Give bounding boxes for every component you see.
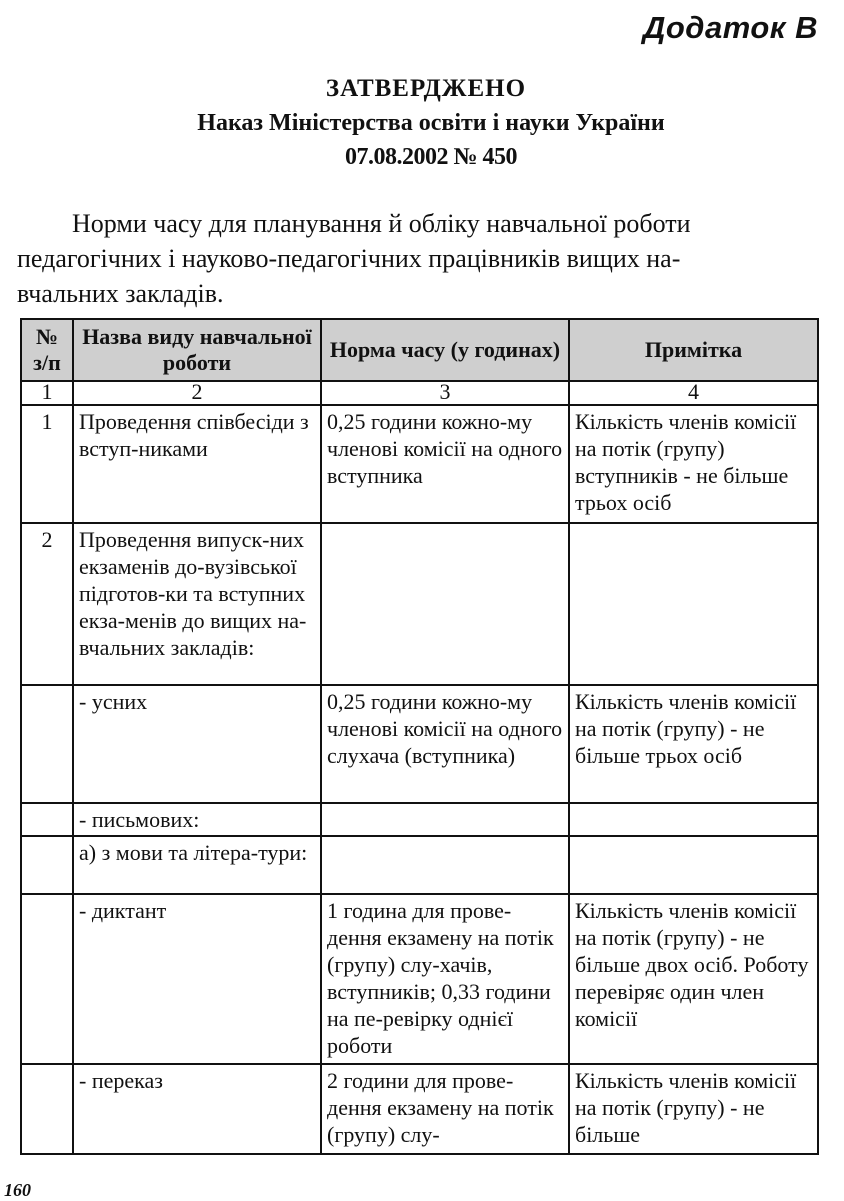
cell-name: Проведення співбесіди з вступ-никами	[73, 405, 321, 523]
approval-date: 07.08.2002 № 450	[344, 144, 518, 170]
cell-norm: 0,25 години кожно-му членові комісії на одного слухача (вступника)	[321, 685, 569, 803]
index-cell: 3	[321, 381, 569, 405]
index-cell: 4	[569, 381, 818, 405]
cell-num: 1	[21, 405, 73, 523]
cell-num: 2	[21, 523, 73, 685]
table-header-row	[21, 319, 818, 381]
cell-name: - усних	[73, 685, 321, 803]
cell-norm	[321, 836, 569, 894]
column-index-row	[21, 381, 818, 405]
cell-num	[21, 803, 73, 836]
cell-norm: 1 година для прове-дення екзамену на потік (групу) слу-хачів, вступників; 0,33 години на пе-ревірку однієї роботи	[321, 894, 569, 1064]
cell-name: - письмових:	[73, 803, 321, 836]
index-cell: 1	[21, 381, 73, 405]
table-row	[21, 523, 818, 685]
table-row	[21, 836, 818, 894]
cell-name: Проведення випуск-них екзаменів до-вузівської підготов-ки та вступних екза-менів до вищих на-вчальних закладів:	[73, 523, 321, 685]
cell-note: Кількість членів комісії на потік (групу) вступників - не більше трьох осіб	[569, 405, 818, 523]
cell-name: а) з мови та літера-тури:	[73, 836, 321, 894]
cell-num	[21, 836, 73, 894]
table-row	[21, 405, 818, 523]
cell-note: Кількість членів комісії на потік (групу) - не більше двох осіб. Роботу перевіряє один член комісії	[569, 894, 818, 1064]
intro-line: Норми часу для планування й обліку навчальної роботи	[72, 209, 691, 238]
header-num: № з/п	[21, 319, 73, 381]
approval-block	[0, 72, 844, 174]
cell-norm	[321, 523, 569, 685]
cell-name: - переказ	[73, 1064, 321, 1154]
approval-order: Наказ Міністерства освіти і науки України	[197, 110, 665, 136]
cell-note	[569, 803, 818, 836]
cell-num	[21, 894, 73, 1064]
intro-paragraph	[17, 206, 820, 311]
header-name: Назва виду навчальної роботи	[73, 319, 321, 381]
cell-note	[569, 523, 818, 685]
cell-norm: 0,25 години кожно-му членові комісії на одного вступника	[321, 405, 569, 523]
table-row	[21, 1064, 818, 1154]
cell-norm	[321, 803, 569, 836]
cell-note	[569, 836, 818, 894]
intro-line: вчальних закладів.	[17, 279, 224, 308]
intro-line: педагогічних і науково-педагогічних працівників вищих на-	[17, 244, 681, 273]
cell-num	[21, 1064, 73, 1154]
table-row	[21, 894, 818, 1064]
index-cell: 2	[73, 381, 321, 405]
header-note: Примітка	[569, 319, 818, 381]
norms-table	[20, 318, 819, 1155]
appendix-label: Додаток В	[642, 10, 818, 45]
cell-num	[21, 685, 73, 803]
cell-note: Кількість членів комісії на потік (групу) - не більше трьох осіб	[569, 685, 818, 803]
table-row	[21, 803, 818, 836]
cell-norm: 2 години для прове-дення екзамену на потік (групу) слу-	[321, 1064, 569, 1154]
header-norm: Норма часу (у годинах)	[321, 319, 569, 381]
cell-note: Кількість членів комісії на потік (групу) - не більше	[569, 1064, 818, 1154]
page-number: 160	[4, 1180, 31, 1200]
approval-title: ЗАТВЕРДЖЕНО	[325, 75, 527, 102]
cell-name: - диктант	[73, 894, 321, 1064]
table-row	[21, 685, 818, 803]
